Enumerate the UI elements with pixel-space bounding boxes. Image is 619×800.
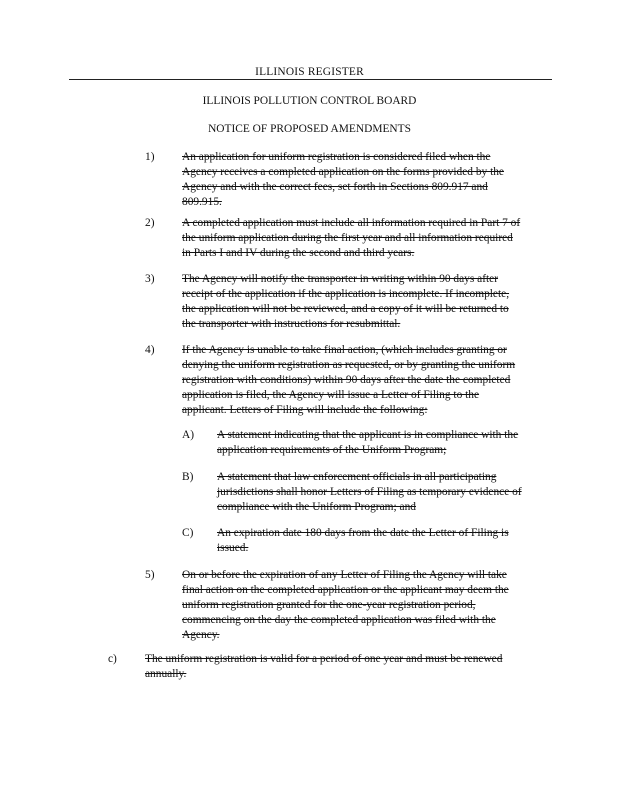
- item-number: c): [108, 653, 117, 665]
- item-text: An application for uniform registration is considered filed when the Agency receives a completed application on the forms provided by the Agency and with the correct fees, set forth in Sections 809.917 and 809.915.: [182, 151, 504, 208]
- item-number: 4): [145, 344, 155, 356]
- item-text: A completed application must include all information required in Part 7 of the uniform application during the first year and all information required in Parts I and IV during the second and third years.: [182, 217, 521, 259]
- board-title: ILLINOIS POLLUTION CONTROL BOARD: [202, 95, 417, 107]
- item-text: On or before the expiration of any Letter of Filing the Agency will take final action on the completed application or the applicant may deem the uniform registration granted for the one-year registration period, commencing on the day the completed application was filed with the Agency.: [182, 569, 509, 641]
- sub-item-number: C): [182, 527, 194, 539]
- sub-item-number: A): [182, 429, 195, 441]
- item-number: 2): [145, 217, 155, 229]
- item-number: 3): [145, 273, 155, 285]
- item-number: 5): [145, 569, 155, 581]
- register-header: ILLINOIS REGISTER: [255, 66, 364, 78]
- item-text: If the Agency is unable to take final action, (which includes granting or denying the uniform registration as requested, or by granting the uniform registration with conditions) within 90 days after the date the completed application is filed, the Agency will issue a Letter of Filing to the applicant. Letters of Filing will include the following:: [182, 344, 516, 416]
- sub-item-text: A statement that law enforcement officials in all participating jurisdictions shall honor Letters of Filing as temporary evidence of compliance with the Uniform Program; and: [217, 471, 522, 513]
- sub-item-text: A statement indicating that the applicant is in compliance with the application requirements of the Uniform Program;: [217, 429, 519, 456]
- sub-item-number: B): [182, 471, 194, 483]
- notice-title: NOTICE OF PROPOSED AMENDMENTS: [208, 123, 411, 135]
- item-text: The Agency will notify the transporter in writing within 90 days after receipt of the application if the application is incomplete. If incomplete, the application will not be reviewed, and a copy of it will be returned to the transporter with instructions for resubmittal.: [182, 273, 510, 330]
- item-text: The uniform registration is valid for a period of one year and must be renewed annually.: [145, 653, 503, 680]
- item-number: 1): [145, 151, 155, 163]
- header-rule: [69, 79, 552, 80]
- sub-item-text: An expiration date 180 days from the date the Letter of Filing is issued.: [217, 527, 509, 554]
